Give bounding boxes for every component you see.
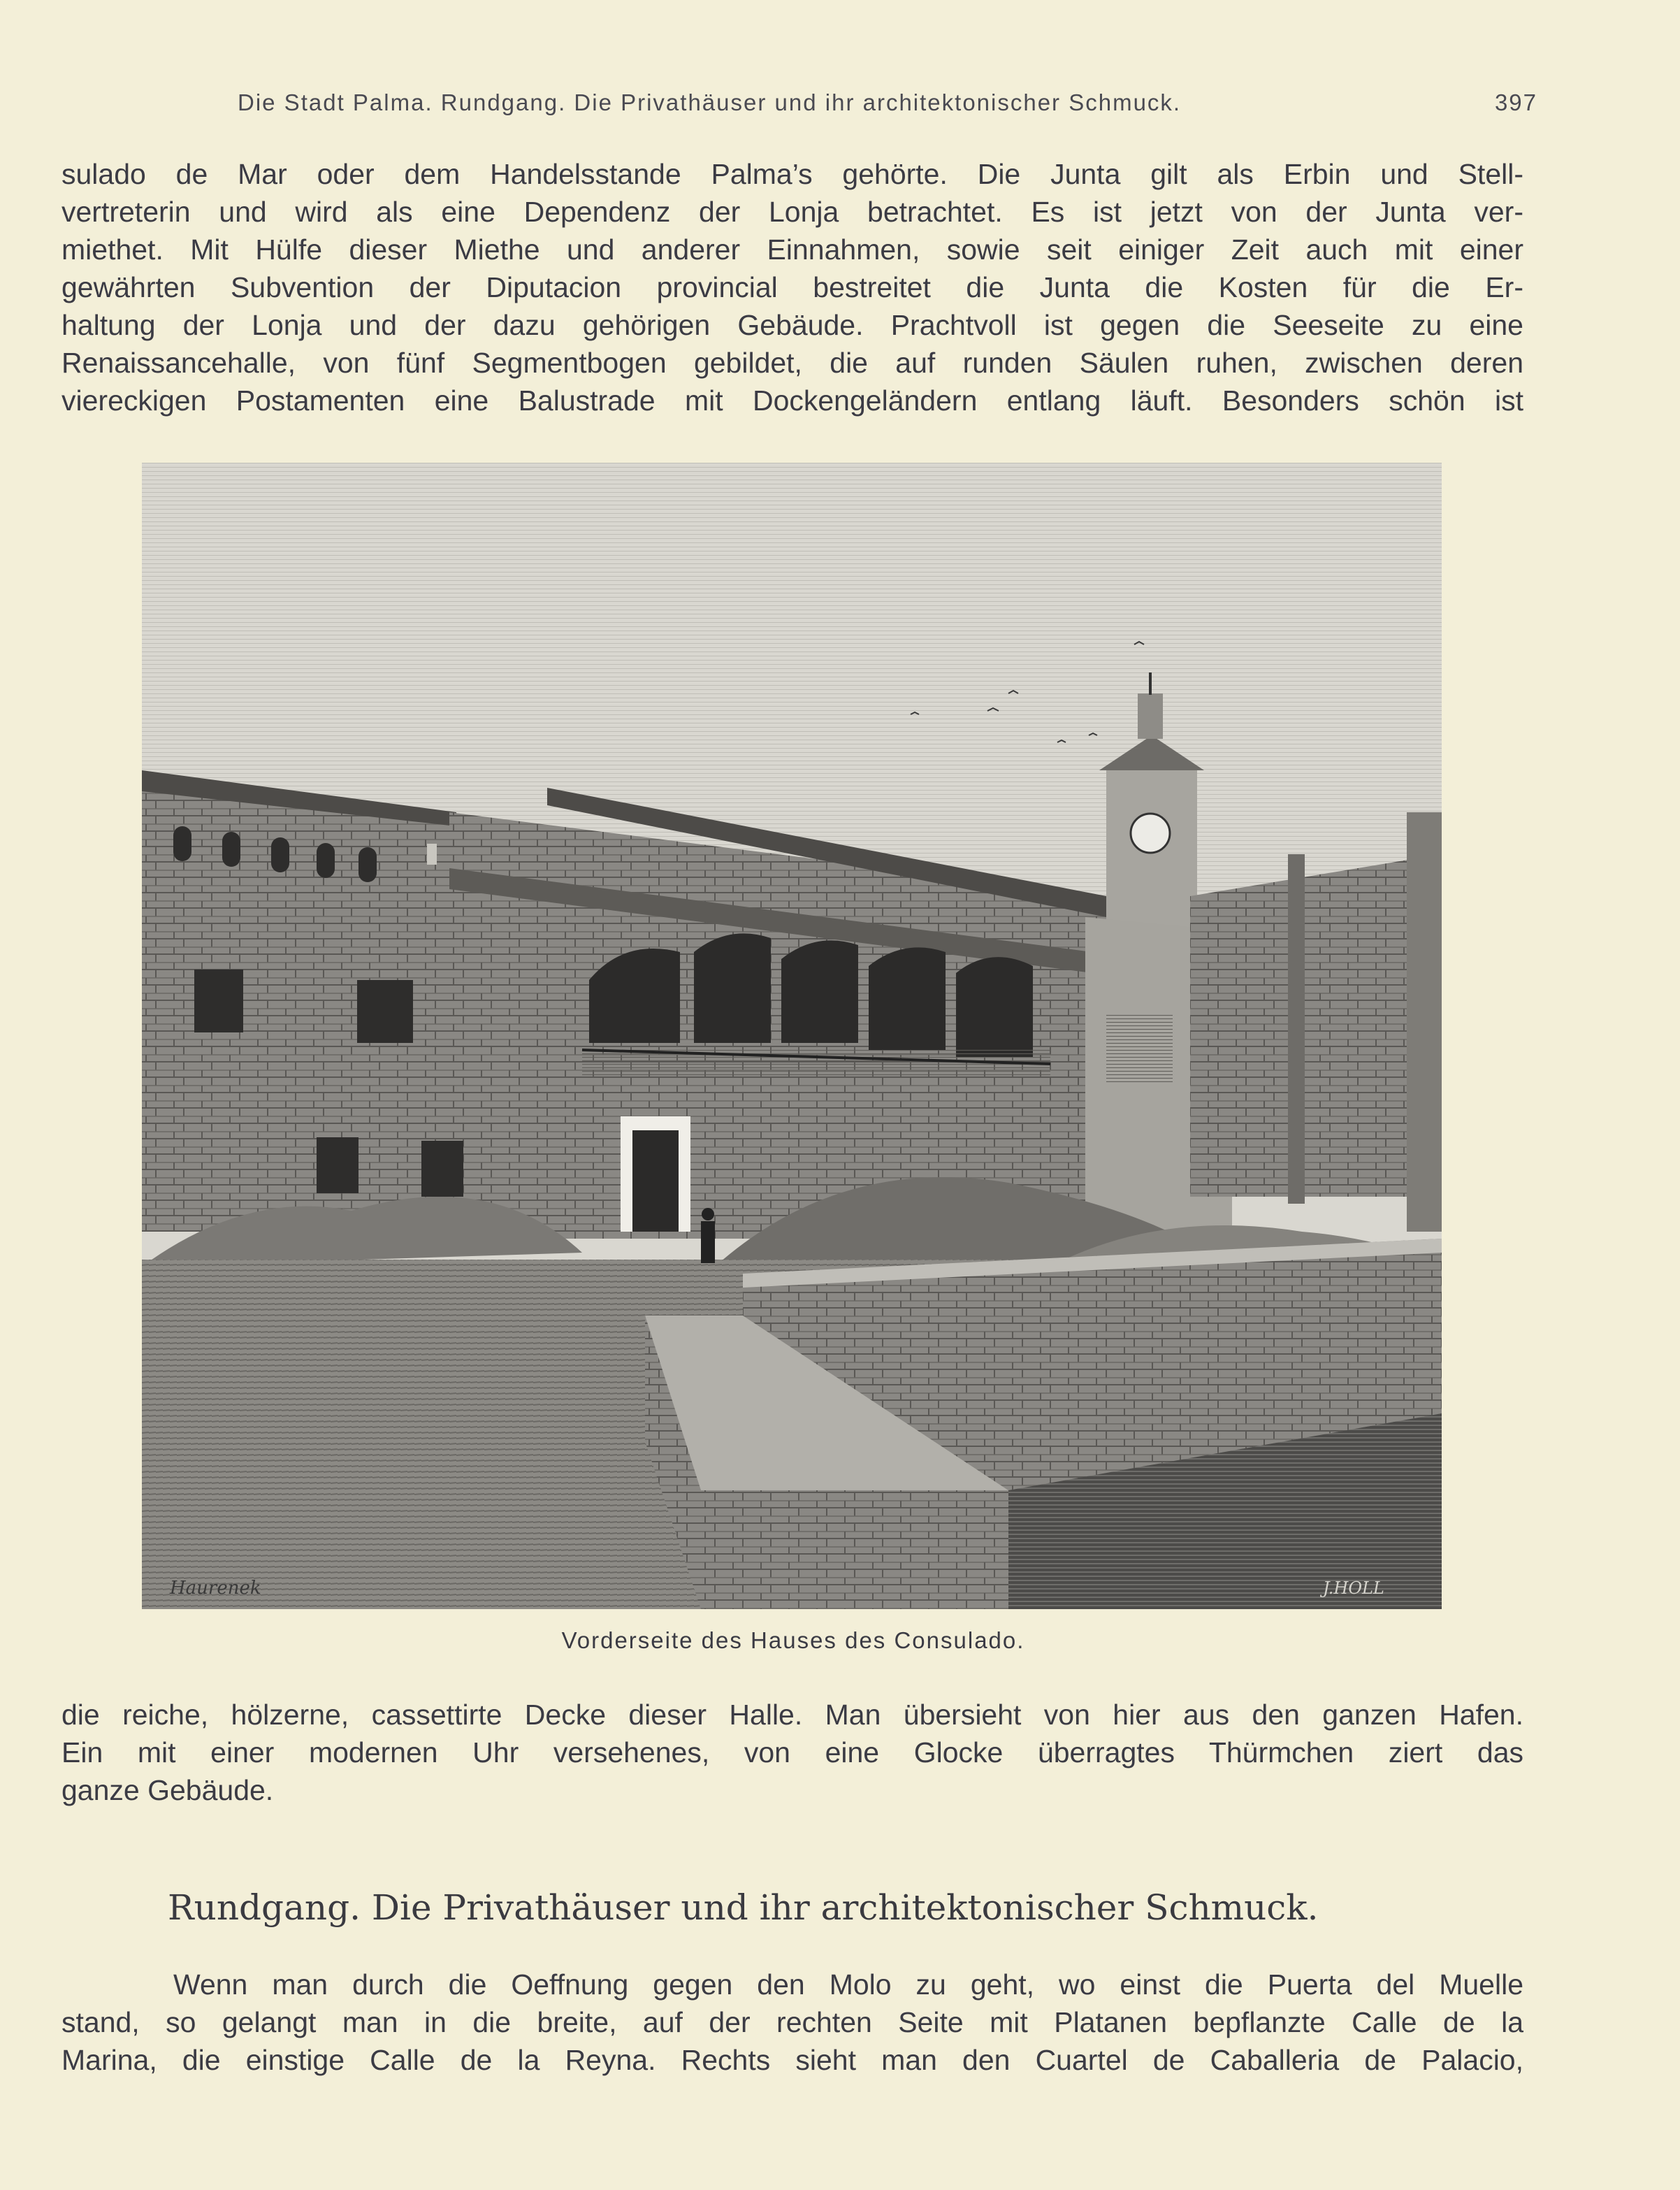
illustration-caption: Vorderseite des Hauses des Consulado. (561, 1627, 1025, 1653)
text-line: miethet. Mit Hülfe dieser Miethe und anderer Einnahmen, sowie seit einiger Zeit auch mit einer (61, 233, 1523, 266)
text-line: vertreterin und wird als eine Dependenz der Lonja betrachtet. Es ist jetzt von der Junta ver- (61, 196, 1523, 228)
text-line: Ein mit einer modernen Uhr versehenes, von eine Glocke überragtes Thürmchen ziert das (61, 1736, 1523, 1768)
signature-right: J.HOLL (1323, 1578, 1384, 1598)
engraving-illustration (142, 463, 1442, 1609)
signature-left: Haurenek (170, 1578, 261, 1599)
section-heading: Rundgang. Die Privathäuser und ihr architektonischer Schmuck. (168, 1887, 1319, 1928)
paragraph-middle (61, 1696, 1523, 1809)
text-line: viereckigen Postamenten eine Balustrade mit Dockengeländern entlang läuft. Besonders schön ist (61, 384, 1523, 417)
text-line: stand, so gelangt man in die breite, auf der rechten Seite mit Platanen bepflanzte Calle de la (61, 2006, 1523, 2038)
text-line: haltung der Lonja und der dazu gehörigen Gebäude. Prachtvoll ist gegen die Seeseite zu eine (61, 309, 1523, 341)
text-line: sulado de Mar oder dem Handelsstande Palma’s gehörte. Die Junta gilt als Erbin und Stell- (61, 158, 1523, 190)
paragraph-top (61, 155, 1523, 419)
paragraph-bottom (61, 1966, 1523, 2079)
text-line: gewährten Subvention der Diputacion provincial bestreitet die Junta die Kosten für die Er- (61, 271, 1523, 303)
text-line: Marina, die einstige Calle de la Reyna. Rechts sieht man den Cuartel de Caballeria de Palacio, (61, 2044, 1523, 2076)
left-building (142, 770, 456, 1232)
text-line: Renaissancehalle, von fünf Segmentbogen gebildet, die auf runden Säulen ruhen, zwischen deren (61, 347, 1523, 379)
running-head-title: Die Stadt Palma. Rundgang. Die Privathäuser und ihr architektonischer Schmuck. (238, 89, 1182, 115)
text-line: Wenn man durch die Oeffnung gegen den Molo zu geht, wo einst die Puerta del Muelle (173, 1968, 1523, 2001)
text-line: ganze Gebäude. (61, 1774, 274, 1806)
running-head (63, 89, 1537, 131)
page-number: 397 (1494, 89, 1537, 115)
figure (701, 1208, 715, 1263)
text-line: die reiche, hölzerne, cassettirte Decke dieser Halle. Man übersieht von hier aus den ganzen Hafen. (61, 1699, 1523, 1731)
